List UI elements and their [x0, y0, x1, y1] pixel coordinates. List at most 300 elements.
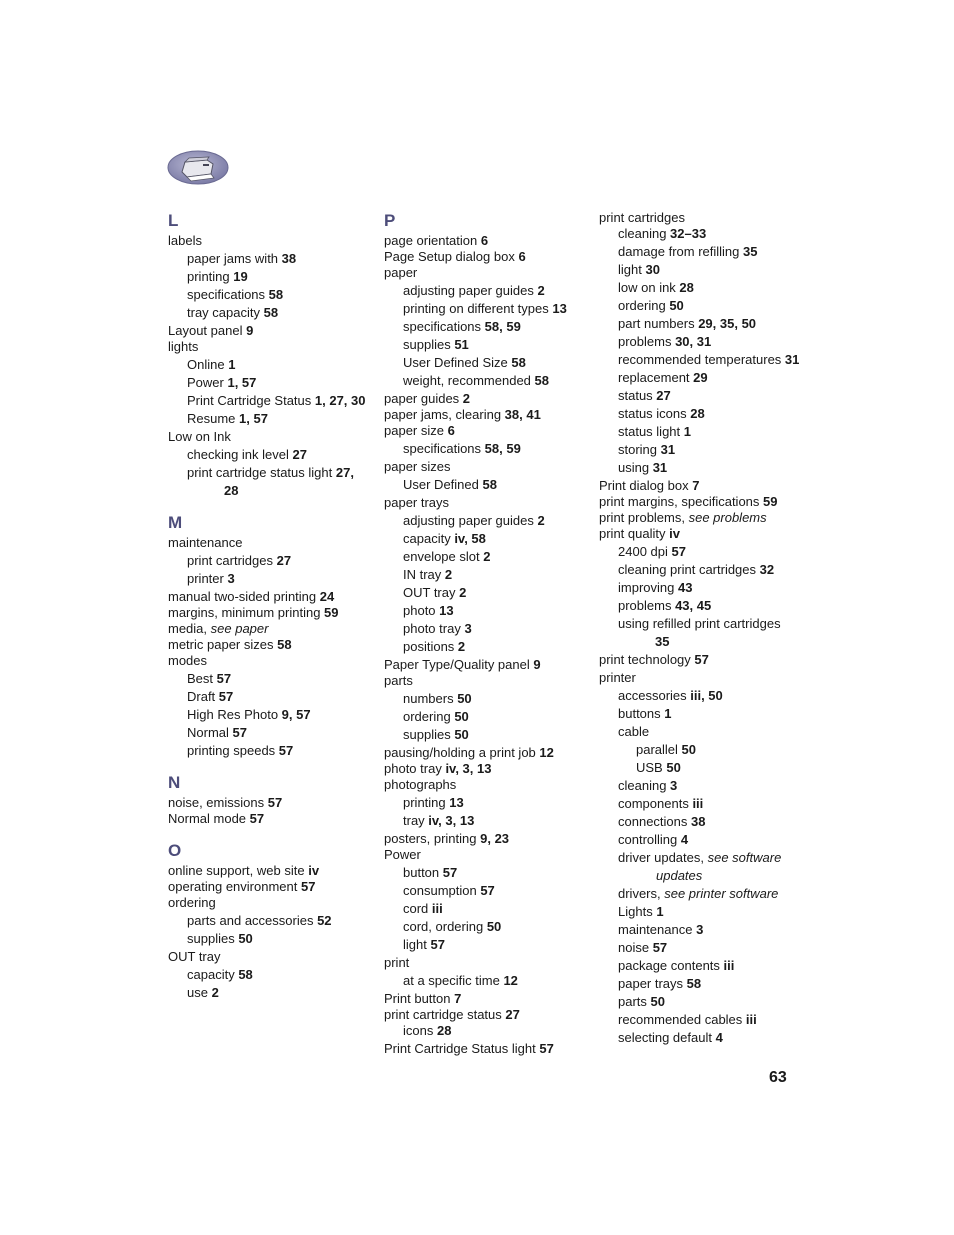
section-letter: O	[168, 841, 182, 860]
index-subentry	[168, 930, 380, 948]
index-entry	[168, 428, 380, 446]
index-subentry	[384, 708, 596, 726]
entry-term: adjusting paper guides	[403, 513, 538, 528]
entry-term: Power	[384, 847, 421, 862]
index-subentry	[599, 921, 799, 939]
index-subentry	[599, 387, 799, 405]
entry-term: low on ink	[618, 280, 680, 295]
index-subentry	[168, 304, 380, 322]
index-entry	[384, 846, 596, 864]
entry-term: Normal mode	[168, 811, 250, 826]
index-subentry	[384, 282, 596, 300]
index-subentry	[599, 813, 799, 831]
entry-cross-reference: see software	[707, 850, 782, 865]
entry-term: status light	[618, 424, 684, 439]
entry-term: cleaning print cartridges	[618, 562, 760, 577]
entry-term: specifications	[403, 441, 485, 456]
index-entry	[384, 1040, 596, 1058]
entry-term: status	[618, 388, 657, 403]
entry-term: selecting default	[618, 1030, 716, 1045]
index-entry	[384, 954, 596, 972]
entry-page-ref: 6	[447, 423, 455, 438]
index-subentry	[599, 561, 799, 579]
entry-term: labels	[168, 233, 202, 248]
entry-page-ref: 32	[759, 562, 775, 577]
entry-page-ref: 6	[518, 249, 526, 264]
entry-page-ref: iv	[308, 863, 320, 878]
entry-page-ref: iv	[669, 526, 680, 541]
index-subentry	[599, 369, 799, 387]
entry-term: buttons	[618, 706, 665, 721]
entry-page-ref: 2	[211, 985, 219, 1000]
entry-term: controlling	[618, 832, 681, 847]
entry-page-ref: 57	[232, 725, 247, 740]
index-subentry	[384, 548, 596, 566]
index-subentry	[599, 615, 799, 633]
entry-term: paper guides	[384, 391, 463, 406]
entry-page-ref: 2	[537, 513, 545, 528]
index-subentry	[384, 300, 596, 318]
entry-term: print cartridges	[187, 553, 277, 568]
entry-page-ref: 3	[464, 621, 472, 636]
entry-term: print quality	[599, 526, 670, 541]
entry-page-ref: 50	[454, 709, 469, 724]
entry-page-ref: 3	[670, 778, 678, 793]
entry-term: part numbers	[618, 316, 699, 331]
entry-term: parts	[384, 673, 413, 688]
entry-page-ref: 58	[686, 976, 702, 991]
index-subentry	[599, 867, 799, 885]
entry-term: positions	[403, 639, 458, 654]
entry-page-ref: 58	[482, 477, 497, 492]
entry-page-ref: 2	[459, 585, 467, 600]
entry-page-ref: iv, 58	[454, 531, 486, 546]
entry-page-ref: 58	[277, 637, 292, 652]
index-subentry	[599, 333, 799, 351]
index-subentry	[599, 423, 799, 441]
entry-page-ref: 31	[784, 352, 800, 367]
index-subentry	[599, 759, 799, 777]
entry-term: maintenance	[618, 922, 697, 937]
entry-term: printer	[187, 571, 228, 586]
entry-page-ref: iv, 3, 13	[445, 761, 492, 776]
index-entry	[599, 651, 799, 669]
entry-term: noise	[618, 940, 653, 955]
index-entry	[599, 525, 799, 543]
entry-term: operating environment	[168, 879, 301, 894]
entry-page-ref: 1	[656, 904, 664, 919]
index-subentry	[384, 336, 596, 354]
entry-page-ref: 50	[669, 298, 684, 313]
entry-term: paper sizes	[384, 459, 451, 474]
entry-page-ref: 57	[300, 879, 316, 894]
entry-term: Lights	[618, 904, 657, 919]
entry-term: capacity	[187, 967, 239, 982]
entry-page-ref: 58	[268, 287, 284, 302]
entry-term: paper	[384, 265, 418, 280]
index-subentry	[168, 250, 380, 268]
index-subentry	[168, 356, 380, 374]
entry-term: printing	[187, 269, 234, 284]
index-subentry	[599, 633, 799, 651]
entry-page-ref: 3	[227, 571, 235, 586]
entry-term: problems	[618, 334, 676, 349]
index-subentry	[599, 885, 799, 903]
entry-term: Power	[187, 375, 228, 390]
entry-term: print	[384, 955, 410, 970]
index-subentry	[599, 315, 799, 333]
entry-term: High Res Photo	[187, 707, 282, 722]
index-subentry	[384, 512, 596, 530]
entry-term: use	[187, 985, 212, 1000]
index-subentry	[599, 975, 799, 993]
entry-term: photographs	[384, 777, 457, 792]
page-number: 63	[769, 1069, 787, 1086]
index-subentry	[384, 620, 596, 638]
entry-term: print cartridge status light	[187, 465, 336, 480]
index-subentry	[599, 597, 799, 615]
entry-term: consumption	[403, 883, 481, 898]
entry-page-ref: 9	[533, 657, 541, 672]
entry-page-ref: 57	[671, 544, 686, 559]
entry-page-ref: 58	[238, 967, 253, 982]
entry-cross-reference: see printer software	[664, 886, 779, 901]
index-subentry	[599, 459, 799, 477]
entry-page-ref: 35	[743, 244, 758, 259]
index-subentry	[599, 261, 799, 279]
entry-term: print cartridge status	[384, 1007, 506, 1022]
entry-term: print margins, specifications	[599, 494, 764, 509]
index-subentry	[599, 441, 799, 459]
entry-term: printing on different types	[403, 301, 553, 316]
index-subentry	[384, 372, 596, 390]
index-subentry	[168, 688, 380, 706]
index-subentry	[384, 566, 596, 584]
entry-page-ref: 50	[238, 931, 253, 946]
entry-page-ref: 4	[715, 1030, 723, 1045]
entry-term: cord, ordering	[403, 919, 487, 934]
entry-term: manual two-sided printing	[168, 589, 320, 604]
entry-term: damage from refilling	[618, 244, 743, 259]
index-subentry	[384, 726, 596, 744]
entry-page-ref: 59	[324, 605, 339, 620]
entry-term: tray capacity	[187, 305, 264, 320]
entry-page-ref: 12	[539, 745, 554, 760]
entry-term: package contents	[618, 958, 724, 973]
index-entry	[168, 232, 380, 250]
entry-page-ref: 2	[483, 549, 491, 564]
index-entry	[168, 534, 380, 552]
index-subentry	[384, 638, 596, 656]
index-subentry	[599, 543, 799, 561]
entry-page-ref: 57	[480, 883, 495, 898]
entry-page-ref: 2	[457, 639, 466, 654]
entry-term: recommended cables	[618, 1012, 746, 1027]
index-subentry	[384, 1022, 596, 1040]
entry-term: Paper Type/Quality panel	[384, 657, 534, 672]
index-subentry	[599, 405, 799, 423]
index-entry	[599, 669, 799, 687]
entry-page-ref: 6	[480, 233, 489, 248]
entry-page-ref: 57	[442, 865, 458, 880]
index-subentry	[599, 957, 799, 975]
entry-term: light	[403, 937, 431, 952]
entry-page-ref: 2	[444, 567, 453, 582]
index-entry	[168, 652, 380, 670]
entry-page-ref: 43	[677, 580, 693, 595]
index-subentry	[599, 225, 799, 243]
entry-term: IN tray	[403, 567, 445, 582]
entry-page-ref: 13	[552, 301, 567, 316]
entry-term: ordering	[168, 895, 216, 910]
index-subentry	[599, 903, 799, 921]
entry-term: problems	[618, 598, 676, 613]
entry-page-ref: 1, 57	[227, 375, 257, 390]
entry-term: metric paper sizes	[168, 637, 278, 652]
entry-page-ref: 50	[454, 727, 469, 742]
index-entry	[384, 264, 596, 282]
entry-page-ref: 27	[505, 1007, 520, 1022]
entry-page-ref: 1	[664, 706, 672, 721]
index-subentry	[599, 297, 799, 315]
entry-page-ref: 50	[457, 691, 472, 706]
entry-term: paper jams with	[187, 251, 282, 266]
entry-page-ref: 57	[539, 1041, 554, 1056]
entry-page-ref: 57	[267, 795, 283, 810]
entry-term: icons	[403, 1023, 437, 1038]
index-subentry	[384, 318, 596, 336]
entry-term: components	[618, 796, 693, 811]
index-subentry	[599, 723, 799, 741]
entry-page-ref: 27	[656, 388, 671, 403]
entry-term: parts	[618, 994, 651, 1009]
entry-term: 2400 dpi	[618, 544, 672, 559]
entry-page-ref: 28	[224, 483, 239, 498]
entry-term: printing	[403, 795, 450, 810]
index-subentry	[168, 570, 380, 588]
entry-page-ref: iv, 3, 13	[428, 813, 475, 828]
section-letter: M	[168, 513, 183, 532]
entry-term: tray	[403, 813, 429, 828]
entry-page-ref: 9, 57	[281, 707, 311, 722]
printer-logo-icon	[167, 150, 229, 185]
entry-term: parallel	[636, 742, 682, 757]
index-subentry	[168, 912, 380, 930]
entry-term: posters, printing	[384, 831, 481, 846]
entry-page-ref: 1	[228, 357, 236, 372]
entry-term: printing speeds	[187, 743, 279, 758]
entry-term: checking ink level	[187, 447, 293, 462]
entry-term: light	[618, 262, 646, 277]
entry-page-ref: 28	[436, 1023, 452, 1038]
index-column-2	[384, 209, 596, 1058]
index-subentry	[599, 939, 799, 957]
entry-term: using refilled print cartridges	[618, 616, 781, 631]
entry-term: modes	[168, 653, 208, 668]
index-subentry	[384, 690, 596, 708]
entry-term: weight, recommended	[403, 373, 535, 388]
entry-page-ref: iii	[431, 901, 443, 916]
entry-page-ref: 57	[278, 743, 294, 758]
entry-term: replacement	[618, 370, 694, 385]
entry-term: lights	[168, 339, 199, 354]
entry-term: Layout panel	[168, 323, 247, 338]
index-subentry	[599, 705, 799, 723]
entry-term: Page Setup dialog box	[384, 249, 519, 264]
entry-term: parts and accessories	[187, 913, 318, 928]
index-subentry	[599, 795, 799, 813]
index-entry	[384, 672, 596, 690]
entry-term: storing	[618, 442, 661, 457]
entry-term: User Defined Size	[403, 355, 512, 370]
index-subentry	[384, 900, 596, 918]
entry-page-ref: 1, 27, 30	[314, 393, 366, 408]
entry-page-ref: 50	[681, 742, 696, 757]
index-subentry	[384, 882, 596, 900]
entry-page-ref: iii	[723, 958, 735, 973]
entry-page-ref: 50	[486, 919, 502, 934]
index-subentry	[168, 670, 380, 688]
entry-page-ref: 13	[439, 603, 454, 618]
index-subentry	[384, 354, 596, 372]
entry-page-ref: 19	[233, 269, 248, 284]
entry-term: print technology	[599, 652, 695, 667]
index-subentry	[599, 1011, 799, 1029]
index-subentry	[168, 446, 380, 464]
index-subentry	[384, 936, 596, 954]
index-subentry	[384, 918, 596, 936]
index-entry	[168, 948, 380, 966]
index-subentry	[599, 351, 799, 369]
index-subentry	[384, 440, 596, 458]
entry-term: using	[618, 460, 653, 475]
entry-page-ref: 58	[534, 373, 549, 388]
entry-page-ref: 9, 23	[480, 831, 510, 846]
entry-term: online support, web site	[168, 863, 309, 878]
entry-term: photo	[403, 603, 440, 618]
entry-page-ref: 13	[449, 795, 464, 810]
entry-cross-reference: see paper	[210, 621, 269, 636]
entry-term: driver updates,	[618, 850, 708, 865]
entry-term: USB	[636, 760, 667, 775]
index-subentry	[168, 984, 380, 1002]
section-letter: L	[168, 211, 179, 230]
entry-page-ref: 3	[696, 922, 704, 937]
entry-page-ref: 32–33	[670, 226, 707, 241]
entry-term: supplies	[403, 727, 455, 742]
index-subentry	[384, 972, 596, 990]
entry-page-ref: 30	[645, 262, 660, 277]
entry-page-ref: 31	[660, 442, 676, 457]
index-subentry	[599, 849, 799, 867]
entry-page-ref: 51	[454, 337, 469, 352]
entry-term: Online	[187, 357, 229, 372]
entry-page-ref: 50	[666, 760, 681, 775]
index-column-3	[599, 209, 799, 1047]
entry-page-ref: 1	[683, 424, 691, 439]
entry-page-ref: 28	[690, 406, 705, 421]
entry-page-ref: 58	[511, 355, 526, 370]
entry-page-ref: 29	[693, 370, 708, 385]
entry-page-ref: 7	[692, 478, 700, 493]
entry-term: Draft	[187, 689, 219, 704]
entry-term: specifications	[187, 287, 269, 302]
entry-page-ref: 7	[454, 991, 462, 1006]
entry-term: specifications	[403, 319, 485, 334]
entry-term: accessories	[618, 688, 691, 703]
index-subentry	[384, 812, 596, 830]
entry-term: print problems,	[599, 510, 689, 525]
entry-term: recommended temperatures	[618, 352, 785, 367]
entry-page-ref: 31	[652, 460, 668, 475]
entry-term: status icons	[618, 406, 691, 421]
index-entry	[168, 810, 380, 828]
entry-cross-reference: see problems	[688, 510, 767, 525]
entry-page-ref: 57	[694, 652, 709, 667]
entry-term: maintenance	[168, 535, 243, 550]
entry-term: OUT tray	[168, 949, 221, 964]
entry-page-ref: 58, 59	[484, 441, 521, 456]
entry-page-ref: 24	[319, 589, 335, 604]
entry-term: improving	[618, 580, 678, 595]
entry-page-ref: 12	[503, 973, 518, 988]
entry-page-ref: 27,	[335, 465, 354, 480]
entry-term: Print button	[384, 991, 455, 1006]
entry-term: cleaning	[618, 778, 671, 793]
index-entry	[384, 458, 596, 476]
index-subentry	[168, 410, 380, 428]
entry-page-ref: 27	[292, 447, 307, 462]
entry-page-ref: 43, 45	[675, 598, 712, 613]
index-subentry	[168, 742, 380, 760]
entry-page-ref: 57	[216, 671, 232, 686]
entry-page-ref: 28	[679, 280, 694, 295]
index-entry	[168, 338, 380, 356]
entry-term: cord	[403, 901, 432, 916]
entry-page-ref: 2	[462, 391, 471, 406]
index-subentry	[599, 579, 799, 597]
entry-term: paper trays	[618, 976, 687, 991]
entry-term: media,	[168, 621, 211, 636]
entry-page-ref: iii	[692, 796, 704, 811]
entry-page-ref: 57	[218, 689, 234, 704]
entry-page-ref: 57	[652, 940, 668, 955]
entry-term: at a specific time	[403, 973, 504, 988]
entry-page-ref: 4	[680, 832, 689, 847]
index-entry	[384, 494, 596, 512]
entry-term: pausing/holding a print job	[384, 745, 540, 760]
entry-page-ref: 58, 59	[484, 319, 521, 334]
entry-term: supplies	[403, 337, 455, 352]
entry-page-ref: 1, 57	[239, 411, 268, 426]
entry-term: adjusting paper guides	[403, 283, 538, 298]
index-subentry	[168, 286, 380, 304]
entry-term: Print Cartridge Status	[187, 393, 315, 408]
index-subentry	[168, 706, 380, 724]
entry-term: Print Cartridge Status light	[384, 1041, 540, 1056]
entry-page-ref: iii	[745, 1012, 757, 1027]
entry-term: page orientation	[384, 233, 481, 248]
entry-page-ref: 38	[691, 814, 706, 829]
entry-term: supplies	[187, 931, 239, 946]
entry-page-ref: 52	[317, 913, 332, 928]
entry-term: photo tray	[384, 761, 446, 776]
entry-page-ref: 57	[430, 937, 445, 952]
entry-term: ordering	[618, 298, 670, 313]
index-subentry	[384, 584, 596, 602]
entry-term: paper size	[384, 423, 448, 438]
entry-page-ref: 59	[763, 494, 778, 509]
